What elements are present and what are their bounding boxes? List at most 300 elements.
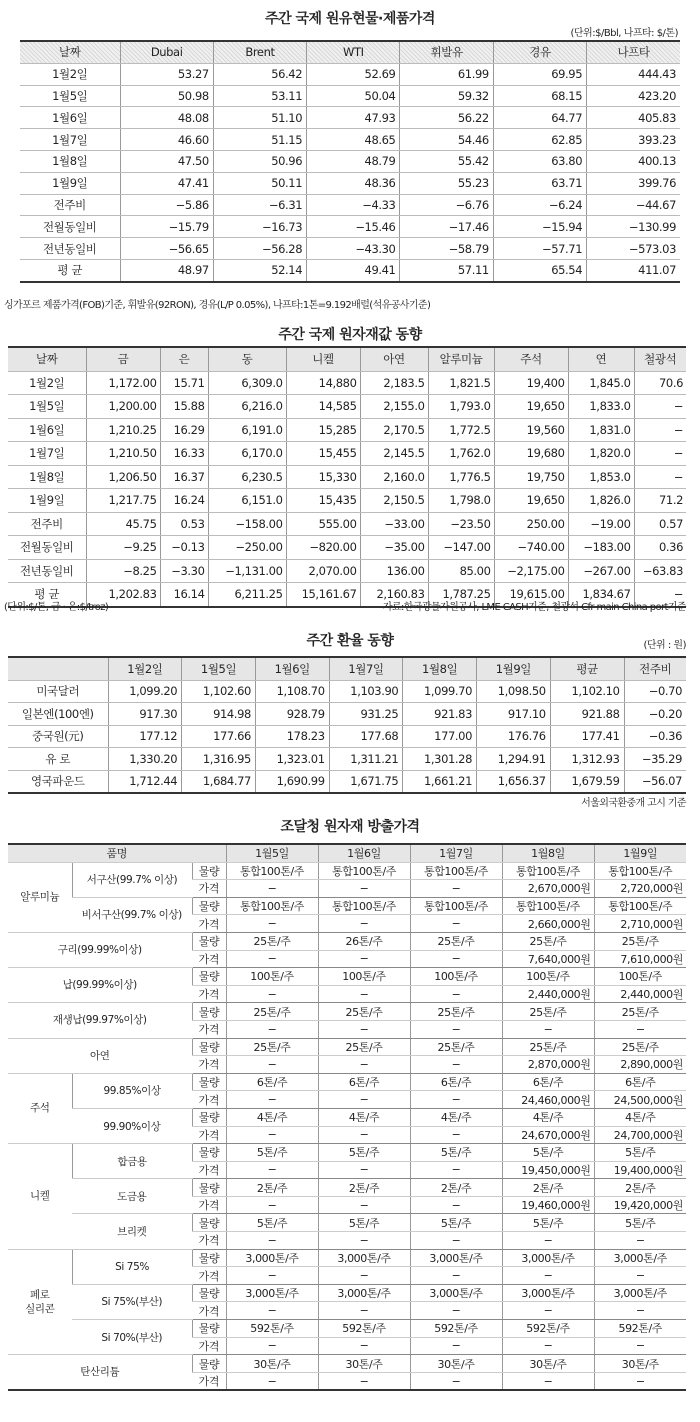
qty-label: 물량 (192, 1003, 226, 1021)
table-cell: −35.00 (360, 536, 428, 560)
table-cell: −740.00 (494, 536, 568, 560)
price-cell: − (410, 1302, 502, 1320)
price-cell: − (226, 1337, 318, 1355)
table-cell: 1,200.00 (86, 395, 160, 419)
table-cell: 56.42 (213, 63, 306, 85)
qty-cell: 25톤/주 (502, 1003, 594, 1021)
table-cell: 1,833.0 (568, 395, 634, 419)
qty-cell: 592톤/주 (226, 1320, 318, 1338)
table-cell: 1,316.95 (182, 748, 256, 771)
table-cell: 2,145.5 (360, 442, 428, 466)
table-row (20, 238, 680, 260)
item-name: 비서구산(99.7% 이상) (72, 897, 192, 932)
table-cell: −0.20 (624, 703, 686, 726)
table-cell: 70.6 (634, 371, 686, 395)
column-header: 날짜 (20, 41, 120, 63)
price-cell: − (410, 1337, 502, 1355)
table-cell: 62.85 (493, 129, 586, 151)
table-cell: 85.00 (428, 559, 494, 583)
table-cell: 1,217.75 (86, 489, 160, 513)
price-label: 가격 (192, 880, 226, 898)
table-row (8, 1108, 686, 1126)
table-cell: 1,102.60 (182, 680, 256, 703)
item-name: Si 75%(부산) (72, 1284, 192, 1319)
price-cell: − (410, 1372, 502, 1390)
qty-cell: 3,000톤/주 (410, 1249, 502, 1267)
table-row (20, 194, 680, 216)
table-cell: −147.00 (428, 536, 494, 560)
table-cell: 177.00 (403, 725, 477, 748)
table-cell: −35.29 (624, 748, 686, 771)
qty-cell: 통합100톤/주 (594, 897, 686, 915)
table-cell: 48.97 (120, 259, 213, 281)
table-row (8, 932, 686, 950)
price-cell: − (502, 1020, 594, 1038)
table-cell: −56.28 (213, 238, 306, 260)
table-cell: −9.25 (86, 536, 160, 560)
qty-cell: 2톤/주 (594, 1179, 686, 1197)
qty-cell: 3,000톤/주 (226, 1249, 318, 1267)
price-cell: − (318, 1161, 410, 1179)
table-row (8, 1355, 686, 1373)
metals-title: 주간 국제 원자재값 동향 (278, 327, 422, 343)
column-header: 동 (208, 347, 286, 371)
qty-cell: 5톤/주 (594, 1214, 686, 1232)
price-cell: − (226, 985, 318, 1003)
table-cell: 1,712.44 (108, 770, 182, 793)
price-label: 가격 (192, 1161, 226, 1179)
column-header: 1월2일 (108, 657, 182, 680)
table-cell: −63.83 (634, 559, 686, 583)
table-cell: 16.24 (160, 489, 208, 513)
price-label: 가격 (192, 1056, 226, 1074)
qty-cell: 2톤/주 (318, 1179, 410, 1197)
price-cell: − (226, 1161, 318, 1179)
price-cell: 7,610,000원 (594, 950, 686, 968)
table-cell: 55.23 (400, 172, 493, 194)
table-cell: 2,160.83 (360, 583, 428, 607)
table-cell: 46.60 (120, 129, 213, 151)
qty-cell: 3,000톤/주 (594, 1284, 686, 1302)
oil-note: 싱가포르 제품가격(FOB)기준, 휘발유(92RON), 경유(L/P 0.05%), 나프타:1톤=9.192배럴(석유공사기준) (4, 300, 431, 311)
price-cell: 2,440,000원 (594, 985, 686, 1003)
qty-cell: 592톤/주 (318, 1320, 410, 1338)
qty-cell: 3,000톤/주 (410, 1284, 502, 1302)
qty-label: 물량 (192, 968, 226, 986)
price-cell: 2,720,000원 (594, 880, 686, 898)
qty-cell: 25톤/주 (594, 932, 686, 950)
qty-cell: 3,000톤/주 (502, 1284, 594, 1302)
table-cell: 50.96 (213, 150, 306, 172)
qty-cell: 통합100톤/주 (226, 897, 318, 915)
table-cell: 49.41 (307, 259, 400, 281)
qty-cell: 30톤/주 (502, 1355, 594, 1373)
table-cell: 15,161.67 (286, 583, 360, 607)
table-cell: 1,172.00 (86, 371, 160, 395)
row-label: 1월7일 (8, 442, 86, 466)
table-cell: 69.95 (493, 63, 586, 85)
column-header: 연 (568, 347, 634, 371)
table-row (8, 1038, 686, 1056)
row-label: 1월7일 (20, 129, 120, 151)
price-cell: − (594, 1302, 686, 1320)
price-cell: − (594, 1020, 686, 1038)
table-cell: 6,309.0 (208, 371, 286, 395)
table-cell: 423.20 (587, 85, 680, 107)
table-cell: −250.00 (208, 536, 286, 560)
table-cell: 6,230.5 (208, 465, 286, 489)
table-row (8, 748, 686, 771)
supply-release-table (8, 843, 686, 1391)
table-row (20, 216, 680, 238)
price-cell: − (410, 1091, 502, 1109)
qty-cell: 통합100톤/주 (226, 862, 318, 880)
table-cell: 1,210.25 (86, 418, 160, 442)
column-header: 품명 (8, 844, 226, 862)
table-cell: 928.79 (255, 703, 329, 726)
table-row (8, 442, 686, 466)
table-cell: 393.23 (587, 129, 680, 151)
price-cell: − (318, 1091, 410, 1109)
price-cell: − (502, 1337, 594, 1355)
table-cell: 1,330.20 (108, 748, 182, 771)
price-cell: − (502, 1372, 594, 1390)
price-label: 가격 (192, 1302, 226, 1320)
table-cell: 1,323.01 (255, 748, 329, 771)
table-cell: 2,070.00 (286, 559, 360, 583)
table-cell: 1,202.83 (86, 583, 160, 607)
table-row (20, 63, 680, 85)
table-cell: 411.07 (587, 259, 680, 281)
qty-cell: 통합100톤/주 (318, 897, 410, 915)
table-cell: 6,151.0 (208, 489, 286, 513)
table-cell: 14,880 (286, 371, 360, 395)
table-cell: 53.27 (120, 63, 213, 85)
price-label: 가격 (192, 1267, 226, 1285)
table-cell: 19,650 (494, 489, 568, 513)
table-cell: −820.00 (286, 536, 360, 560)
table-cell: −56.07 (624, 770, 686, 793)
header-row (8, 347, 686, 371)
qty-cell: 30톤/주 (318, 1355, 410, 1373)
qty-label: 물량 (192, 1179, 226, 1197)
qty-cell: 2톤/주 (226, 1179, 318, 1197)
column-header: 1월8일 (502, 844, 594, 862)
column-header: 날짜 (8, 347, 86, 371)
table-cell: −15.46 (307, 216, 400, 238)
table-cell: −0.70 (624, 680, 686, 703)
price-cell: − (318, 1372, 410, 1390)
item-name: 서구산(99.7% 이상) (72, 862, 192, 897)
qty-cell: 4톤/주 (318, 1108, 410, 1126)
price-cell: 19,450,000원 (502, 1161, 594, 1179)
price-cell: 2,870,000원 (502, 1056, 594, 1074)
row-label: 일본엔(100엔) (8, 703, 108, 726)
table-cell: −16.73 (213, 216, 306, 238)
qty-cell: 100톤/주 (410, 968, 502, 986)
column-header: Dubai (120, 41, 213, 63)
table-cell: 1,099.20 (108, 680, 182, 703)
table-cell: 54.46 (400, 129, 493, 151)
table-cell: 47.41 (120, 172, 213, 194)
table-cell: 2,183.5 (360, 371, 428, 395)
table-cell: 1,102.10 (550, 680, 624, 703)
qty-cell: 통합100톤/주 (410, 897, 502, 915)
price-cell: 19,400,000원 (594, 1161, 686, 1179)
price-label: 가격 (192, 1126, 226, 1144)
qty-label: 물량 (192, 1355, 226, 1373)
column-header: 전주비 (624, 657, 686, 680)
table-row (8, 897, 686, 915)
table-cell: 444.43 (587, 63, 680, 85)
item-name: 99.90%이상 (72, 1108, 192, 1143)
table-cell: −44.67 (587, 194, 680, 216)
table-cell: −15.94 (493, 216, 586, 238)
qty-cell: 통합100톤/주 (318, 862, 410, 880)
row-label: 1월8일 (20, 150, 120, 172)
qty-cell: 100톤/주 (502, 968, 594, 986)
table-cell: 1,820.0 (568, 442, 634, 466)
table-cell: −2,175.00 (494, 559, 568, 583)
qty-cell: 592톤/주 (502, 1320, 594, 1338)
table-cell: −15.79 (120, 216, 213, 238)
price-cell: − (318, 985, 410, 1003)
price-cell: 2,440,000원 (502, 985, 594, 1003)
table-cell: 177.66 (182, 725, 256, 748)
table-cell: 1,821.5 (428, 371, 494, 395)
table-cell: 19,615.00 (494, 583, 568, 607)
row-label: 1월2일 (20, 63, 120, 85)
table-cell: 45.75 (86, 512, 160, 536)
table-cell: 1,684.77 (182, 770, 256, 793)
table-cell: 1,798.0 (428, 489, 494, 513)
table-cell: 1,098.50 (477, 680, 551, 703)
qty-cell: 5톤/주 (410, 1144, 502, 1162)
qty-label: 물량 (192, 862, 226, 880)
table-cell: 1,206.50 (86, 465, 160, 489)
table-cell: 6,191.0 (208, 418, 286, 442)
table-cell: 176.76 (477, 725, 551, 748)
table-cell: 63.71 (493, 172, 586, 194)
price-cell: − (318, 1056, 410, 1074)
qty-cell: 5톤/주 (502, 1214, 594, 1232)
price-label: 가격 (192, 950, 226, 968)
metals-price-table (8, 346, 686, 608)
table-cell: 16.33 (160, 442, 208, 466)
column-header: 1월6일 (318, 844, 410, 862)
table-cell: 1,656.37 (477, 770, 551, 793)
table-cell: −6.31 (213, 194, 306, 216)
table-cell: 1,679.59 (550, 770, 624, 793)
qty-cell: 25톤/주 (410, 932, 502, 950)
table-cell: 1,845.0 (568, 371, 634, 395)
table-cell: 15.88 (160, 395, 208, 419)
column-header: 1월7일 (329, 657, 403, 680)
table-cell: −23.50 (428, 512, 494, 536)
price-cell: 2,660,000원 (502, 915, 594, 933)
price-cell: − (318, 1232, 410, 1250)
table-cell: −4.33 (307, 194, 400, 216)
price-cell: − (318, 1126, 410, 1144)
qty-cell: 25톤/주 (410, 1038, 502, 1056)
column-header: 철광석 (634, 347, 686, 371)
price-cell: − (594, 1267, 686, 1285)
column-header: 휘발유 (400, 41, 493, 63)
table-cell: 61.99 (400, 63, 493, 85)
qty-cell: 592톤/주 (410, 1320, 502, 1338)
price-label: 가격 (192, 985, 226, 1003)
table-cell: 914.98 (182, 703, 256, 726)
table-cell: −183.00 (568, 536, 634, 560)
price-label: 가격 (192, 915, 226, 933)
qty-cell: 25톤/주 (594, 1003, 686, 1021)
qty-cell: 5톤/주 (410, 1214, 502, 1232)
qty-cell: 5톤/주 (502, 1144, 594, 1162)
row-label: 전월동일비 (8, 536, 86, 560)
price-cell: − (318, 880, 410, 898)
price-cell: 24,460,000원 (502, 1091, 594, 1109)
row-label: 1월8일 (8, 465, 86, 489)
table-cell: −573.03 (587, 238, 680, 260)
price-cell: − (410, 1267, 502, 1285)
table-cell: 48.65 (307, 129, 400, 151)
group-name: 주석 (8, 1073, 72, 1143)
price-cell: − (502, 1302, 594, 1320)
table-cell: 1,826.0 (568, 489, 634, 513)
table-row (20, 259, 680, 281)
table-cell: −0.13 (160, 536, 208, 560)
qty-cell: 25톤/주 (318, 1038, 410, 1056)
price-cell: − (318, 1020, 410, 1038)
table-row (8, 371, 686, 395)
price-label: 가격 (192, 1337, 226, 1355)
oil-title: 주간 국제 원유현물·제품가격 (265, 11, 435, 27)
table-cell: 51.10 (213, 107, 306, 129)
row-label: 유 로 (8, 748, 108, 771)
qty-cell: 25톤/주 (226, 932, 318, 950)
oil-unit: (단위:$/Bbl, 나프타: $/톤) (570, 28, 678, 39)
table-row (8, 1249, 686, 1267)
table-cell: −5.86 (120, 194, 213, 216)
table-cell: 177.41 (550, 725, 624, 748)
row-label: 영국파운드 (8, 770, 108, 793)
table-cell: 63.80 (493, 150, 586, 172)
table-row (8, 1073, 686, 1091)
price-cell: − (502, 1232, 594, 1250)
table-cell: 15.71 (160, 371, 208, 395)
column-header (8, 657, 108, 680)
table-cell: 15,455 (286, 442, 360, 466)
table-cell: 1,831.0 (568, 418, 634, 442)
qty-cell: 25톤/주 (594, 1038, 686, 1056)
price-cell: − (226, 1056, 318, 1074)
table-cell: −6.24 (493, 194, 586, 216)
table-cell: −33.00 (360, 512, 428, 536)
column-header: 1월5일 (226, 844, 318, 862)
table-cell: 1,108.70 (255, 680, 329, 703)
price-cell: − (318, 1196, 410, 1214)
price-cell: − (226, 1232, 318, 1250)
qty-label: 물량 (192, 932, 226, 950)
table-row (8, 559, 686, 583)
table-cell: 1,772.5 (428, 418, 494, 442)
price-cell: − (410, 915, 502, 933)
qty-cell: 100톤/주 (318, 968, 410, 986)
table-cell: −267.00 (568, 559, 634, 583)
column-header: 니켈 (286, 347, 360, 371)
row-label: 전주비 (20, 194, 120, 216)
table-row (20, 129, 680, 151)
qty-label: 물량 (192, 1038, 226, 1056)
qty-cell: 4톤/주 (502, 1108, 594, 1126)
table-cell: 15,435 (286, 489, 360, 513)
price-cell: − (318, 950, 410, 968)
price-cell: 19,460,000원 (502, 1196, 594, 1214)
item-name: 합금용 (72, 1144, 192, 1179)
price-cell: − (502, 1267, 594, 1285)
table-cell: 19,650 (494, 395, 568, 419)
price-cell: 24,700,000원 (594, 1126, 686, 1144)
table-cell: 2,155.0 (360, 395, 428, 419)
oil-price-table (20, 40, 680, 283)
table-cell: −57.71 (493, 238, 586, 260)
table-cell: 178.23 (255, 725, 329, 748)
table-row (8, 395, 686, 419)
column-header: 1월6일 (255, 657, 329, 680)
table-cell: 177.12 (108, 725, 182, 748)
table-cell: −6.76 (400, 194, 493, 216)
price-cell: − (318, 1267, 410, 1285)
price-cell: − (594, 1337, 686, 1355)
table-cell: 0.36 (634, 536, 686, 560)
table-cell: 65.54 (493, 259, 586, 281)
column-header: 1월9일 (594, 844, 686, 862)
table-cell: 400.13 (587, 150, 680, 172)
column-header: 아연 (360, 347, 428, 371)
qty-cell: 3,000톤/주 (318, 1249, 410, 1267)
price-cell: 2,890,000원 (594, 1056, 686, 1074)
table-cell: −130.99 (587, 216, 680, 238)
table-row (8, 862, 686, 880)
table-cell: −0.36 (624, 725, 686, 748)
table-cell: 19,400 (494, 371, 568, 395)
price-cell: − (318, 1302, 410, 1320)
price-cell: − (226, 950, 318, 968)
column-header: 평균 (550, 657, 624, 680)
qty-cell: 6톤/주 (318, 1073, 410, 1091)
table-cell: 59.32 (400, 85, 493, 107)
qty-label: 물량 (192, 1108, 226, 1126)
qty-cell: 25톤/주 (410, 1003, 502, 1021)
table-cell: −1,131.00 (208, 559, 286, 583)
table-cell: 51.15 (213, 129, 306, 151)
header-row (8, 844, 686, 862)
table-cell: − (634, 418, 686, 442)
price-cell: 7,640,000원 (502, 950, 594, 968)
price-cell: − (226, 1091, 318, 1109)
qty-cell: 통합100톤/주 (410, 862, 502, 880)
table-cell: 136.00 (360, 559, 428, 583)
price-cell: − (410, 1020, 502, 1038)
fx-source-note: 서울외국환중개 고시 기준 (581, 798, 686, 809)
table-cell: 47.93 (307, 107, 400, 129)
table-cell: 1,834.67 (568, 583, 634, 607)
qty-cell: 2톤/주 (410, 1179, 502, 1197)
table-cell: 16.37 (160, 465, 208, 489)
price-cell: − (410, 880, 502, 898)
column-header: 1월7일 (410, 844, 502, 862)
fx-unit: (단위 : 원) (643, 640, 686, 651)
